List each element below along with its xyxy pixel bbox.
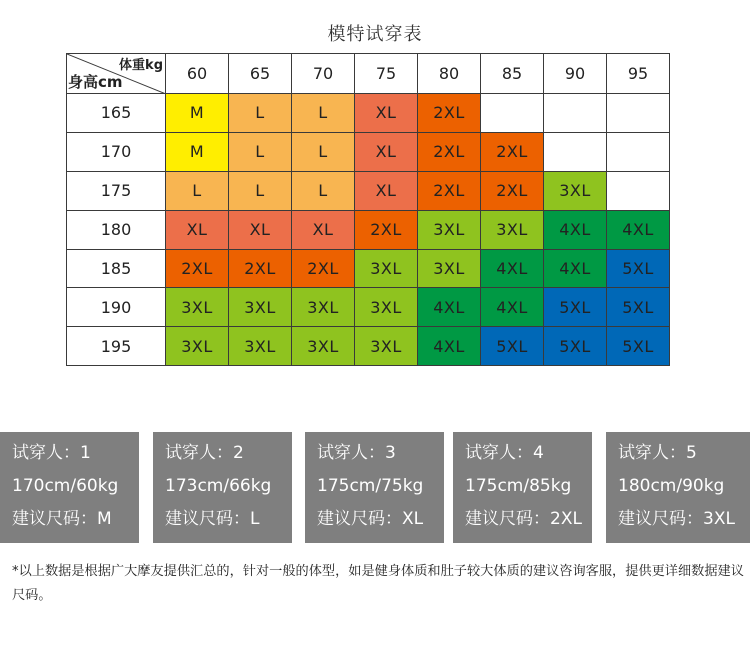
height-cell: 190 [67,288,166,327]
size-cell: 3XL [292,288,355,327]
size-cell: L [229,171,292,210]
page-title: 模特试穿表 [327,24,423,45]
size-cell: 4XL [607,210,670,249]
weight-header: 75 [355,54,418,94]
size-cell: 3XL [229,288,292,327]
size-cell: 4XL [544,249,607,288]
size-cell: M [166,94,229,133]
size-cell: 3XL [418,210,481,249]
model-size: 建议尺码：XL [317,509,424,529]
model-card-3 [305,432,444,543]
size-cell: XL [355,171,418,210]
size-cell: L [229,132,292,171]
model-name: 试穿人：4 [465,443,544,463]
size-cell [607,132,670,171]
size-cell [607,171,670,210]
size-cell: 3XL [481,210,544,249]
size-cell: L [229,94,292,133]
table-row [67,249,670,288]
model-stats: 173cm/66kg [165,476,272,496]
size-cell: 3XL [355,327,418,366]
size-cell: 5XL [481,327,544,366]
model-stats: 175cm/85kg [465,476,572,496]
table-row [67,132,670,171]
size-cell: L [292,132,355,171]
size-cell: 3XL [544,171,607,210]
size-table [66,53,670,366]
size-cell: 3XL [229,327,292,366]
model-size: 建议尺码：2XL [465,509,582,529]
model-size: 建议尺码：3XL [618,509,735,529]
size-cell: XL [292,210,355,249]
weight-header: 70 [292,54,355,94]
model-card-2 [153,432,292,543]
height-cell: 175 [67,171,166,210]
model-stats: 180cm/90kg [618,476,725,496]
model-card-4 [453,432,592,543]
size-cell: XL [166,210,229,249]
size-cell: XL [229,210,292,249]
size-cell: 5XL [544,288,607,327]
weight-header: 60 [166,54,229,94]
model-size: 建议尺码：M [12,509,112,529]
weight-header: 90 [544,54,607,94]
model-card-1 [0,432,139,543]
table-row [67,94,670,133]
size-cell: 2XL [418,94,481,133]
model-name: 试穿人：5 [618,443,697,463]
size-cell: 3XL [355,288,418,327]
model-name: 试穿人：3 [317,443,396,463]
size-cell: L [292,171,355,210]
table-row [67,210,670,249]
weight-header: 95 [607,54,670,94]
size-cell [544,94,607,133]
model-stats: 170cm/60kg [12,476,119,496]
height-cell: 165 [67,94,166,133]
size-cell: 5XL [607,327,670,366]
size-cell: 4XL [544,210,607,249]
size-cell: 2XL [355,210,418,249]
size-cell: 5XL [607,288,670,327]
model-name: 试穿人：2 [165,443,244,463]
size-cell: XL [355,132,418,171]
size-cell [481,94,544,133]
size-cell: 4XL [418,327,481,366]
footnote: *以上数据是根据广大摩友提供汇总的，针对一般的体型，如是健身体质和肚子较大体质的建议咨询客服，提供更详细数据建议尺码。 [12,564,744,603]
size-cell: 2XL [166,249,229,288]
size-cell: 3XL [292,327,355,366]
weight-header: 65 [229,54,292,94]
size-cell: M [166,132,229,171]
size-cell: 3XL [418,249,481,288]
size-cell: 4XL [418,288,481,327]
size-cell: 2XL [418,171,481,210]
size-cell: 3XL [166,288,229,327]
height-cell: 170 [67,132,166,171]
size-cell: 2XL [418,132,481,171]
height-cell: 180 [67,210,166,249]
size-cell: L [292,94,355,133]
size-cell [607,94,670,133]
size-cell: 4XL [481,288,544,327]
weight-axis-label: 体重kg [119,58,163,73]
size-cell: 2XL [481,171,544,210]
table-row [67,327,670,366]
size-cell [544,132,607,171]
corner-cell [67,54,166,94]
size-cell: 2XL [481,132,544,171]
model-name: 试穿人：1 [12,443,91,463]
height-cell: 185 [67,249,166,288]
size-cell: 2XL [229,249,292,288]
model-stats: 175cm/75kg [317,476,424,496]
size-cell: 4XL [481,249,544,288]
size-cell: 3XL [355,249,418,288]
height-axis-label: 身高cm [68,73,123,91]
size-cell: XL [355,94,418,133]
table-row [67,288,670,327]
weight-header: 85 [481,54,544,94]
size-cell: L [166,171,229,210]
model-size: 建议尺码：L [165,509,260,529]
size-cell: 5XL [607,249,670,288]
weight-header: 80 [418,54,481,94]
size-cell: 3XL [166,327,229,366]
model-card-5 [606,432,750,543]
header-row [67,54,670,94]
size-cell: 2XL [292,249,355,288]
table-row [67,171,670,210]
height-cell: 195 [67,327,166,366]
size-cell: 5XL [544,327,607,366]
